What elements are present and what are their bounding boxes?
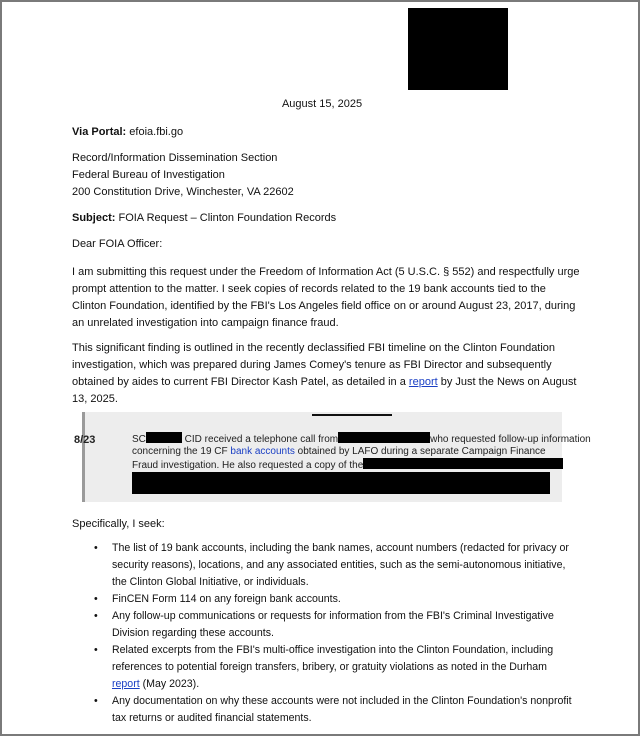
bullet-icon: • (94, 542, 98, 554)
list-item-text: Any follow-up communications or requests for information from the FBI's Criminal Investigative Division regarding these accounts. (112, 610, 554, 639)
excerpt-line-1 (132, 432, 591, 446)
bullet-icon: • (94, 610, 98, 622)
redaction-block-top (408, 8, 508, 90)
excerpt-line-2 (132, 445, 546, 458)
subject-value: FOIA Request – Clinton Foundation Records (118, 212, 337, 224)
excerpt-left-rule (82, 412, 85, 502)
paragraph-2-line-3-post: by Just the News on August (437, 376, 577, 388)
via-portal-label: Via Portal: (72, 126, 127, 138)
specifically-heading: Specifically, I seek: (72, 518, 165, 530)
excerpt-redaction-1 (146, 432, 182, 443)
excerpt-line-1-b: CID received a telephone call from (181, 434, 339, 445)
excerpt-redaction-2 (338, 432, 430, 443)
salutation: Dear FOIA Officer: (72, 238, 163, 250)
bullet-icon: • (94, 593, 98, 605)
paragraph-1-line-1: I am submitting this request under the Freedom of Information Act (5 U.S.C. § 552) and respectfully urge (72, 266, 580, 278)
excerpt-line-1-a: SC (132, 434, 146, 445)
excerpt-line-2-b: obtained by LAFO during a separate Campaign Finance (294, 446, 546, 457)
excerpt-top-rule (312, 414, 392, 416)
excerpt-line-3-text: Fraud investigation. He also requested a copy of the (132, 460, 364, 471)
list-item (94, 608, 574, 642)
address-line-2: Federal Bureau of Investigation (72, 169, 225, 181)
paragraph-1-line-2: prompt attention to the matter. I seek copies of records related to the 19 bank accounts tied to the (72, 283, 546, 295)
timeline-excerpt-image (74, 412, 591, 502)
bullet-icon: • (94, 644, 98, 656)
paragraph-2-line-3 (72, 374, 582, 391)
list-item (94, 642, 574, 693)
excerpt-highlight: bank accounts (230, 446, 295, 457)
list-item (94, 693, 574, 727)
excerpt-date: 8/23 (74, 434, 96, 446)
list-item-text: Any documentation on why these accounts were not included in the Clinton Foundation's nonprofit tax returns or audited financial statements. (112, 695, 572, 724)
via-portal-value: efoia.fbi.go (129, 126, 184, 138)
paragraph-2-line-3-pre: obtained by aides to current FBI Director Kash Patel, as detailed in a (72, 376, 409, 388)
excerpt-redaction-3 (363, 458, 563, 469)
excerpt-redaction-4 (132, 472, 550, 494)
subject-label: Subject: (72, 212, 116, 224)
letter-date: August 15, 2025 (281, 98, 363, 110)
paragraph-1 (72, 264, 582, 332)
report-link[interactable]: report (408, 376, 438, 388)
paragraph-2 (72, 340, 582, 408)
excerpt-line-2-a: concerning the 19 CF (132, 446, 231, 457)
paragraph-2-line-2: investigation, which was prepared during James Comey's tenure as FBI Director and subsequently (72, 359, 552, 371)
list-item-text: FinCEN Form 114 on any foreign bank accounts. (112, 593, 341, 605)
address-line-1: Record/Information Dissemination Section (72, 152, 278, 164)
durham-report-link[interactable]: report (112, 678, 140, 690)
address-line-3: 200 Constitution Drive, Winchester, VA 22602 (72, 186, 294, 198)
excerpt-line-3 (132, 458, 563, 472)
excerpt-line-1-c: who requested follow-up information (430, 434, 591, 445)
subject-line (72, 210, 336, 227)
list-item-text: The list of 19 bank accounts, including the bank names, account numbers (redacted for privacy or security reasons), locations, and any associated entities, such as the semi-autonomous initiative, the Clinton Global Initiative, or individuals. (112, 542, 569, 588)
paragraph-1-line-4: an unrelated investigation into campaign finance fraud. (72, 317, 339, 329)
request-list (94, 540, 574, 727)
bullet-icon: • (94, 695, 98, 707)
paragraph-2-line-1: This significant finding is outlined in the recently declassified FBI timeline on the Clinton Foundation (72, 342, 556, 354)
list-item (94, 591, 574, 608)
list-item-text-post: (May 2023). (139, 678, 200, 690)
via-portal-line (72, 124, 183, 141)
paragraph-2-line-4: 13, 2025. (72, 393, 118, 405)
list-item (94, 540, 574, 591)
paragraph-1-line-3: Clinton Foundation, identified by the FBI's Los Angeles field office on or around August 23, 2017, during (72, 300, 576, 312)
list-item-text-pre: Related excerpts from the FBI's multi-office investigation into the Clinton Foundation, including references to potential foreign transfers, bribery, or gratuity violations as noted in the Durham (112, 644, 554, 673)
